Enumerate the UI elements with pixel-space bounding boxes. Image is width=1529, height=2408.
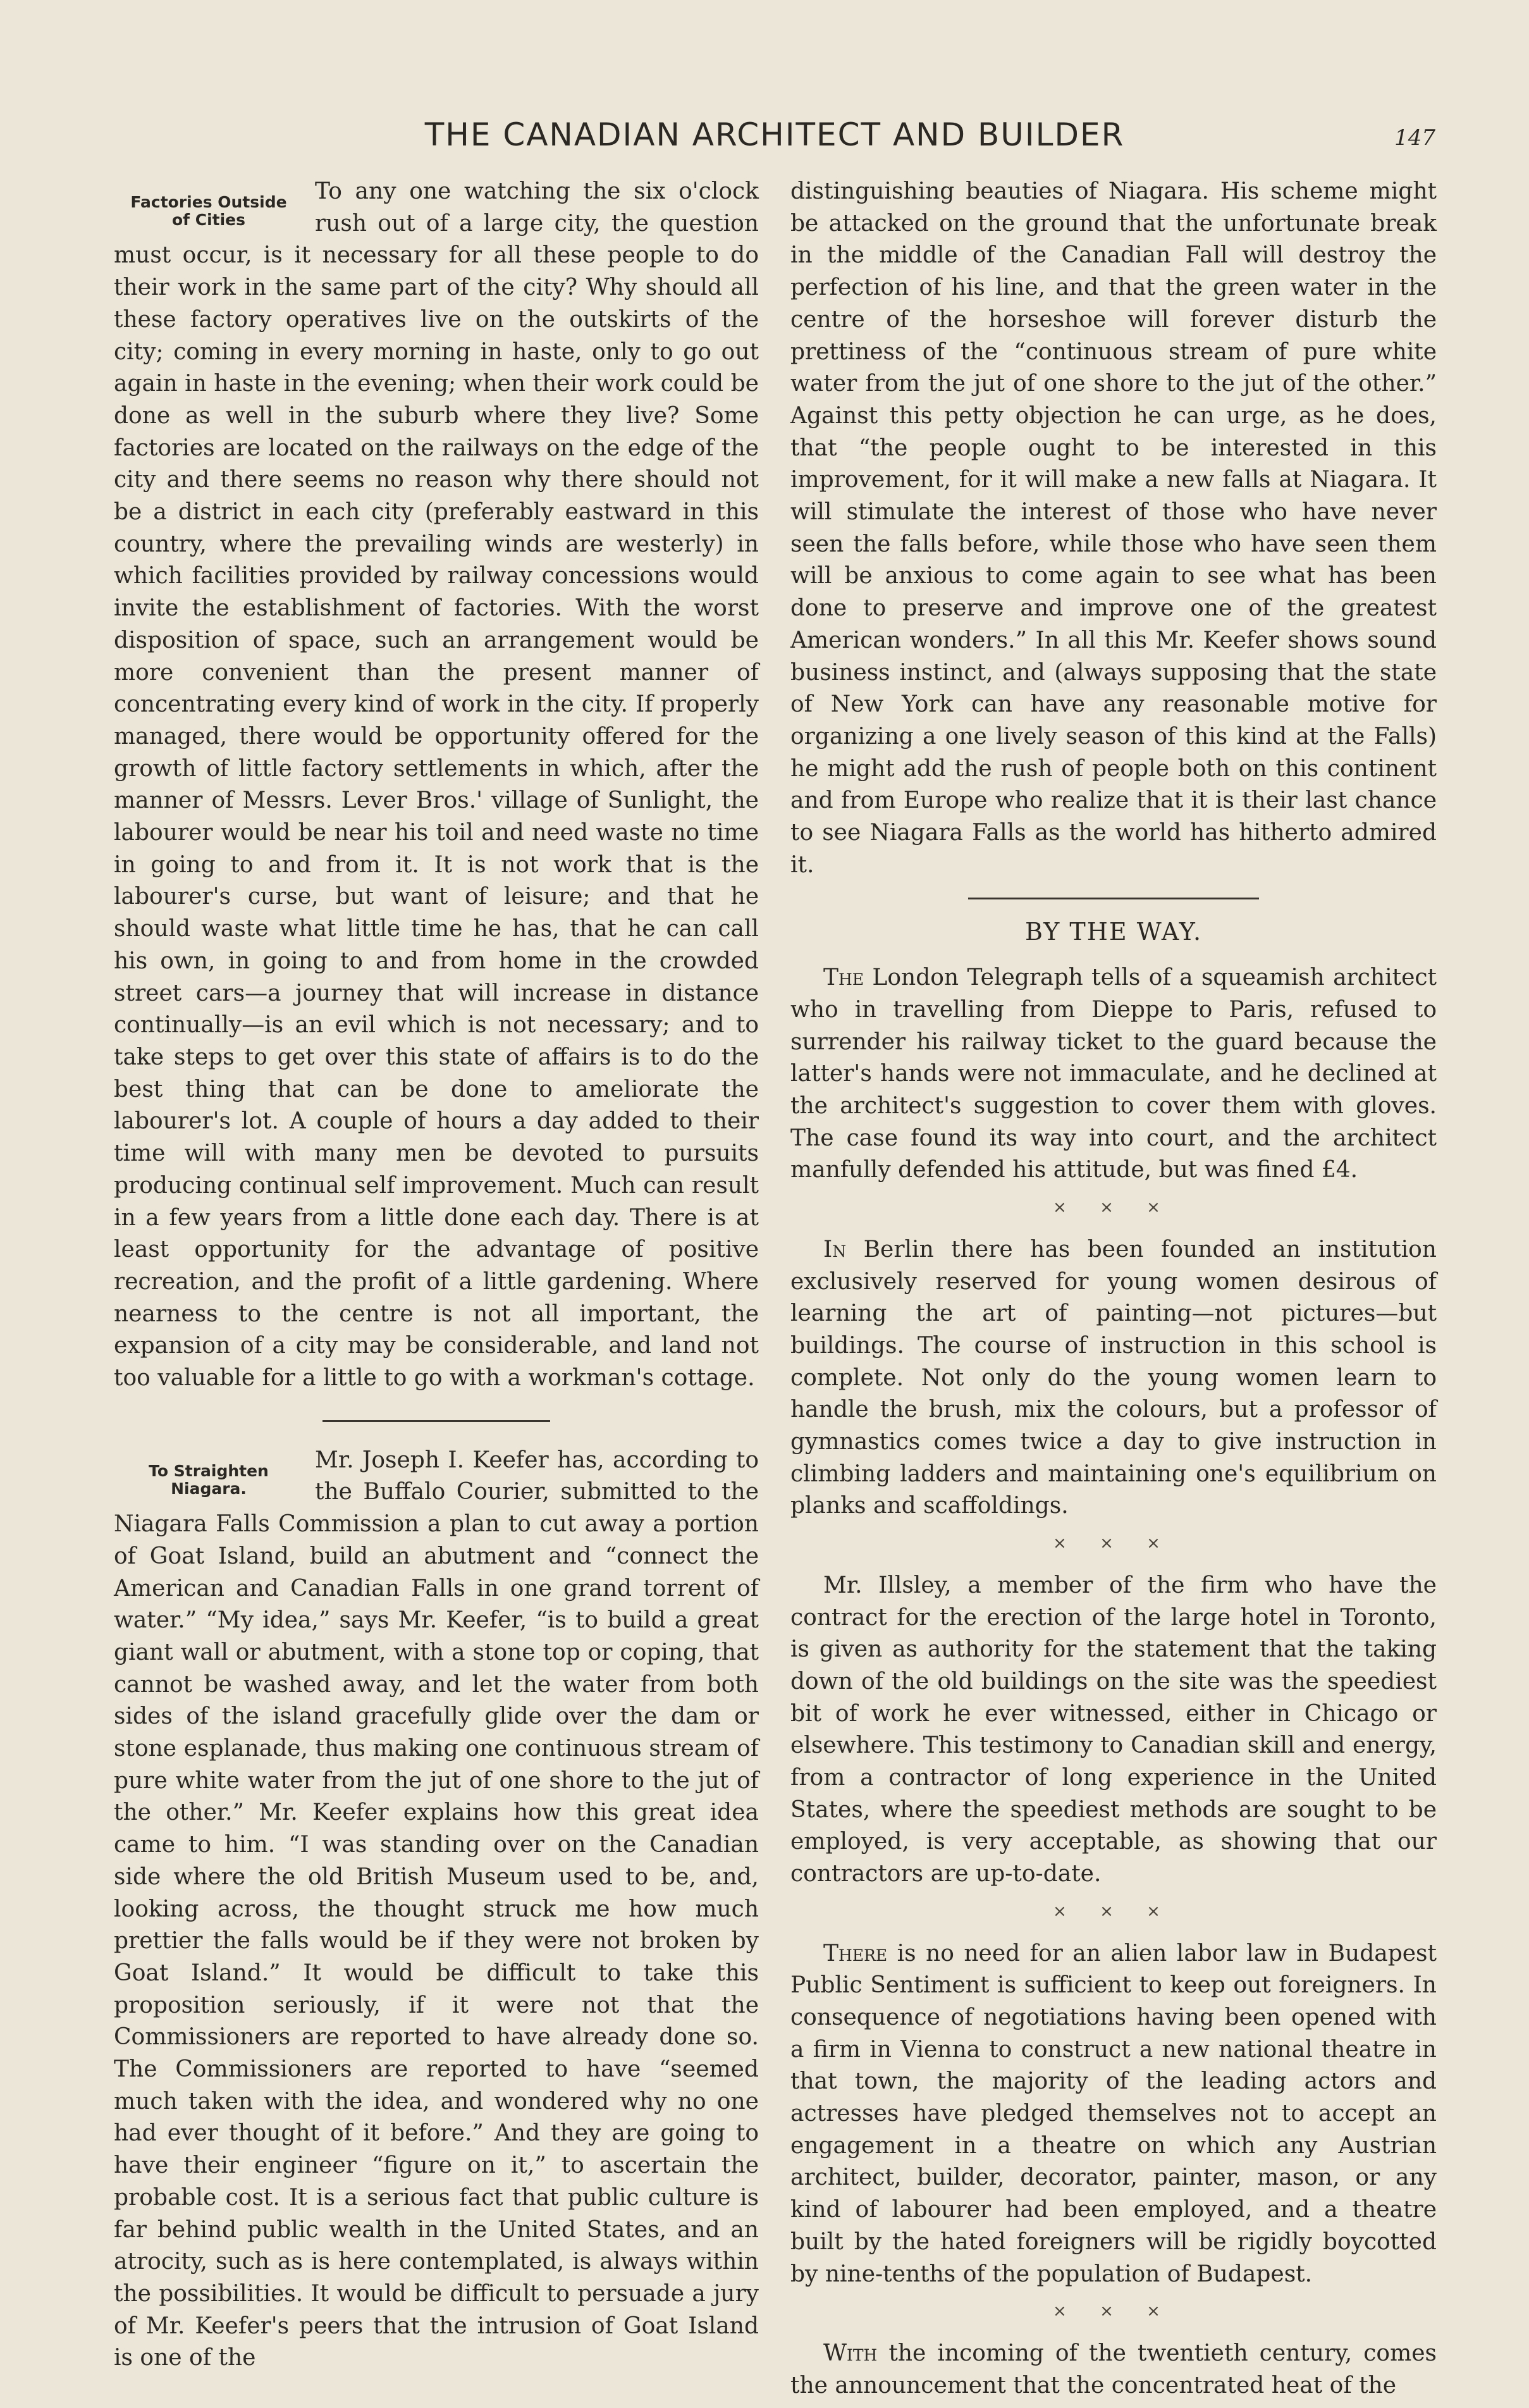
item-lead-word: There [823, 1940, 888, 1967]
article-factories: To any one watching the six o'clock rush out of a large city, the question must occur, is it necessary for all these people to do their work in the same part of the city? Why should all these factory operatives live on the outskirts of the city; coming in every morning in haste, only to go out again in haste in the evening; when their work could be done as well in the suburb where they live? Some factories are located on the railways on the edge of the city and there seems no reason why there should not be a district in each city (preferably eastward in this country, where the prevailing winds are westerly) in which facilities provided by railway concessions would invite the establishment of factories. With the worst disposition of space, such an arrangement would be more convenient than the present manner of concentrating every kind of work in the city. If properly managed, there would be opportunity offered for the growth of little factory settlements in which, after the manner of Messrs. Lever Bros.' village of Sunlight, the labourer would be near his toil and need waste no time in going to and from it. It is not work that is the labourer's curse, but want of leisure; and that he should waste what little time he has, that he can call his own, in going to and from home in the crowded street cars—a journey that will increase in distance continually—is an evil which is not necessary; and to take steps to get over this state of affairs is to do the best thing that can be done to ameliorate the labourer's lot. A couple of hours a day added to their time will with many men be devoted to pursuits producing continual self improvement. Much can result in a few years from a little done each day. There is at least opportunity for the advantage of positive recreation, and the profit of a little gardening. Where nearness to the centre is not all important, the expansion of a city may be considerable, and land not too valuable for a little to go with a workman's cottage. [114, 178, 759, 1392]
section-title-by-the-way: BY THE WAY. [1024, 918, 1203, 946]
item-paragraph [790, 962, 1437, 1187]
item-lead-word: With [823, 2340, 878, 2366]
article-niagara: Mr. Joseph I. Keefer has, according to the Buffalo Courier, submitted to the Niagara Falls Commission a plan to cut away a portion of Goat Island, build an abutment and “connect the American and Canadian Falls in one grand torrent of water.” “My idea,” says Mr. Keefer, “is to build a great giant wall or abutment, with a stone top or coping, that cannot be washed away, and let the water from both sides of the island gracefully glide over the dam or stone esplanade, thus making one continuous stream of pure white water from the jut of one shore to the jut of the other.” Mr. Keefer explains how this great idea came to him. “I was standing over on the Canadian side where the old British Museum used to be, and, looking across, the thought struck me how much prettier the falls would be if they were not broken by Goat Island.” It would be difficult to take this proposition seriously, if it were not that the Commissioners are reported to have already done so. The Commissioners are reported to have “seemed much taken with the idea, and wondered why no one had ever thought of it before.” And they are going to have their engineer “figure on it,” to ascertain the probable cost. It is a serious fact that public culture is far behind public wealth in the United States, and an atrocity, such as is here contemplated, is always within the possibilities. It would be difficult to persuade a jury of Mr. Keefer's peers that the intrusion of Goat Island is one of the [114, 1447, 759, 2371]
item-separator: × × × [1053, 1901, 1174, 1921]
right-column [790, 176, 1437, 2402]
item-text: London Telegraph tells of a squeamish architect who in travelling from Dieppe to Paris, refused to surrender his railway ticket to the guard because the latter's hands were not immaculate, and he declined at the architect's suggestion to cover them with gloves. The case found its way into court, and the architect manfully defended his attitude, but was fined £4. [790, 965, 1437, 1183]
item-text: Mr. Illsley, a member of the firm who have the contract for the erection of the large hotel in Toronto, is given as authority for the statement that the taking down of the old buildings on the site was the speediest bit of work he ever witnessed, either in Chicago or elsewhere. This testimony to Canadian skill and energy, from a contractor of long experience in the United States, where the speediest methods are sought to be employed, is very acceptable, as showing that our contractors are up-to-date. [790, 1572, 1437, 1887]
item-text: is no need for an alien labor law in Budapest Public Sentiment is sufficient to keep out foreigners. In consequence of negotiations having been opened with a firm in Vienna to construct a new national theatre in that town, the majority of the leading actors and actresses have pledged themselves not to accept an engagement in a theatre on which any Austrian architect, builder, decorator, painter, mason, or any kind of labourer had been employed, and a theatre built by the hated foreigners will be rigidly boycotted by nine-tenths of the population of Budapest. [790, 1940, 1437, 2287]
section-divider [322, 1420, 550, 1422]
item-text: the incoming of the twentieth century, comes the announcement that the concentrated heat of the [790, 2340, 1437, 2399]
section-divider [968, 898, 1259, 899]
item-separator: × × × [1053, 1534, 1174, 1553]
item-paragraph [790, 1570, 1437, 1891]
item-paragraph [790, 1938, 1437, 2291]
item-paragraph [790, 1234, 1437, 1522]
left-column [114, 176, 759, 2374]
item-lead-word: The [823, 965, 864, 991]
item-paragraph [790, 2338, 1437, 2402]
item-separator: × × × [1053, 2302, 1174, 2321]
item-text: Berlin there has been founded an institution exclusively reserved for young women desirous of learning the art of painting—not pictures—but buildings. The course of instruction in this school is complete. Not only do the young women learn to handle the brush, mix the colours, but a professor of gymnastics comes twice a day to give instruction in climbing ladders and maintaining one's equilibrium on planks and scaffoldings. [790, 1236, 1437, 1519]
page-number: 147 [1394, 125, 1435, 151]
side-note-line: of Cities [171, 211, 246, 229]
side-note-line: Factories Outside [130, 193, 287, 211]
item-separator: × × × [1053, 1198, 1174, 1218]
masthead-title: THE CANADIAN ARCHITECT AND BUILDER [424, 116, 1125, 153]
side-note-line: To Straighten [149, 1461, 269, 1480]
side-note-niagara [114, 1462, 304, 1498]
article-niagara-continued: distinguishing beauties of Niagara. His scheme might be attacked on the ground that the unfortunate break in the middle of the Canadian Fall will destroy the perfection of his line, and that the green water in the centre of the horseshoe will forever disturb the prettiness of the “continuous stream of pure white water from the jut of one shore to the jut of the other.” Against this petty objection he can urge, as he does, that “the people ought to be interested in this improvement, for it will make a new falls at Niagara. It will stimulate the interest of those who have never seen the falls before, while those who have seen them will be anxious to come again to see what has been done to preserve and improve one of the greatest American wonders.” In all this Mr. Keefer shows sound business instinct, and (always supposing that the state of New York can have any reasonable motive for organizing a one lively season of this kind at the Falls) he might add the rush of people both on this continent and from Europe who realize that it is their last chance to see Niagara Falls as the world has hitherto admired it. [790, 178, 1437, 878]
side-note-line: Niagara. [171, 1479, 247, 1498]
side-note-factories [114, 194, 304, 229]
page-header [114, 113, 1435, 170]
item-lead-word: In [823, 1236, 847, 1263]
